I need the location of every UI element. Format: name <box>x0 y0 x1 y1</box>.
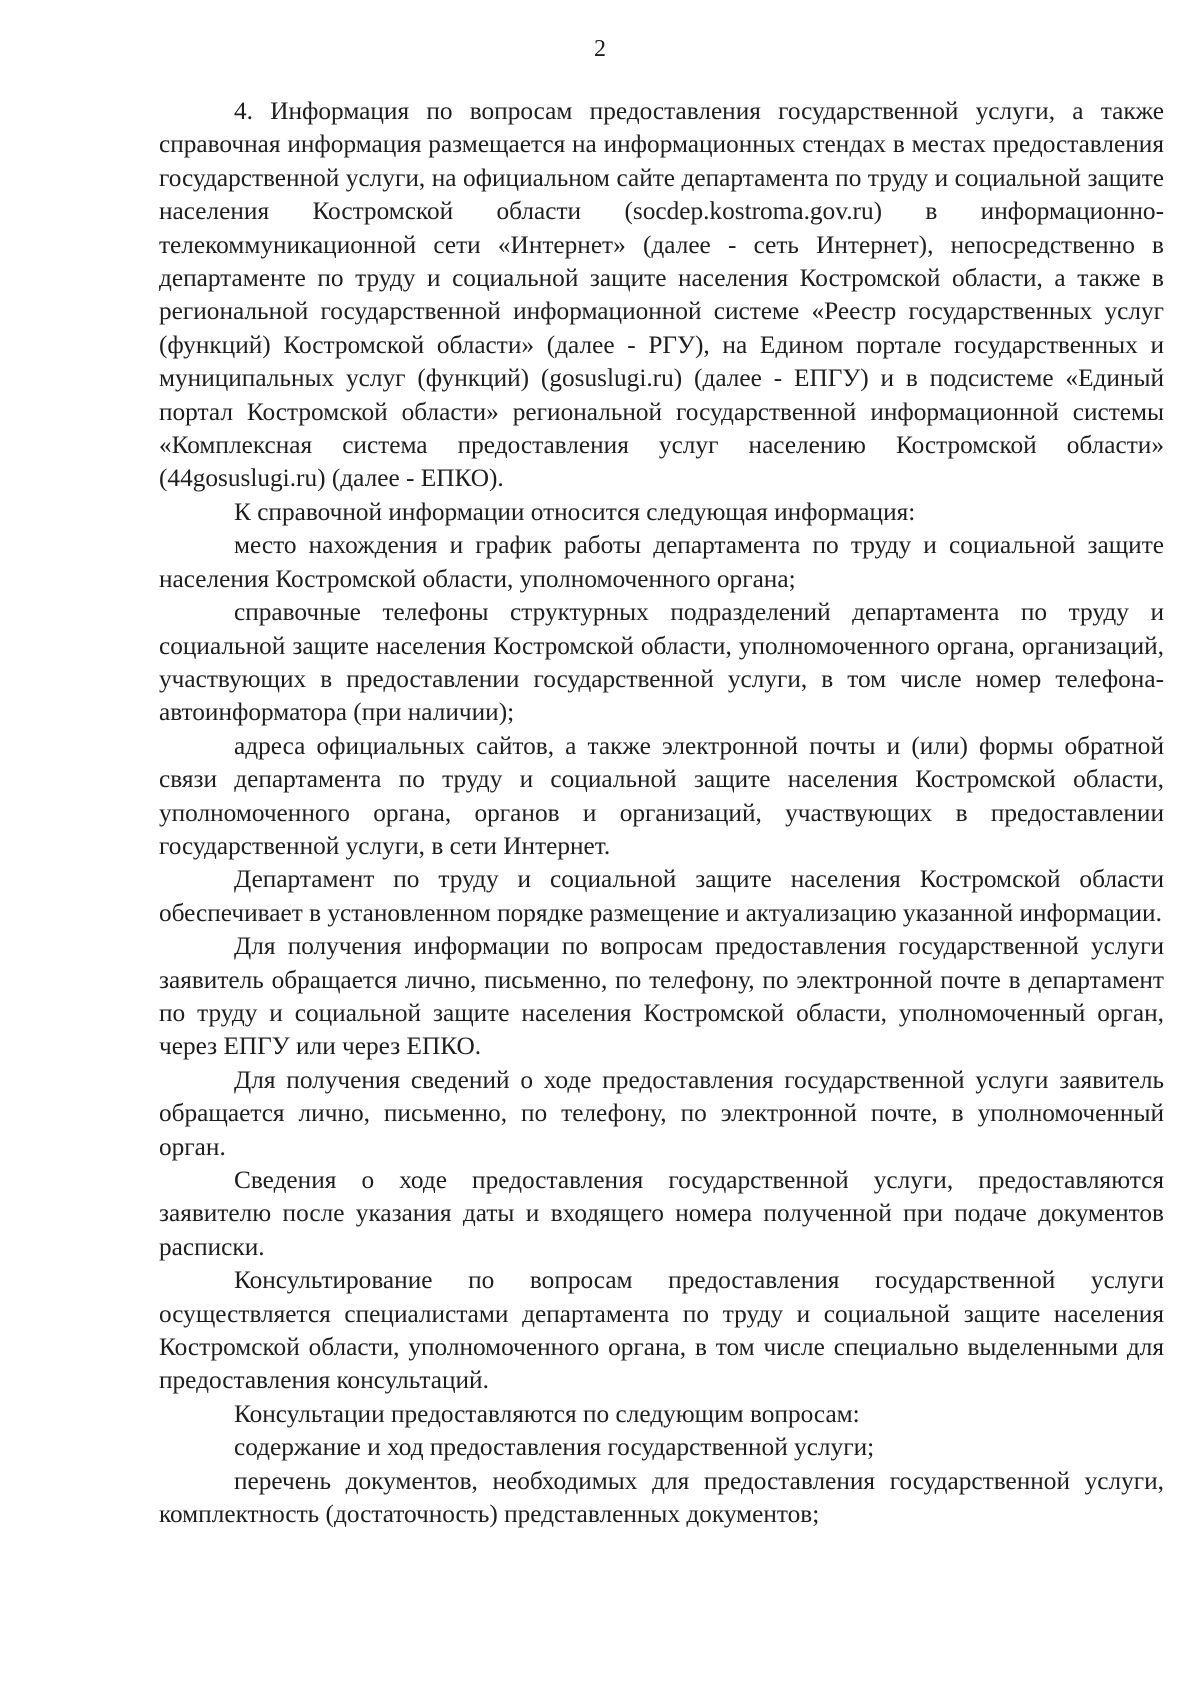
paragraph-consultation-topics-intro: Консультации предоставляются по следующим вопросам: <box>234 1399 860 1428</box>
document-body <box>159 95 1164 1531</box>
paragraph-consulting-specialists: Консультирование по вопросам предоставления государственной услуги осуществляется специалистами департамента по труду и социальной защите населения Костромской области, уполномоченного органа, в том числе специально выделенными для предоставления консультаций. <box>159 1266 1164 1395</box>
list-item-reference-phones: справочные телефоны структурных подразделений департамента по труду и социальной защите населения Костромской области, уполномоченного органа, организаций, участвующих в предоставлении государственной услуги, в том числе номер телефона-автоинформатора (при наличии); <box>159 598 1164 727</box>
paragraph-reference-info-intro: К справочной информации относится следующая информация: <box>234 497 916 526</box>
list-item-location-schedule: место нахождения и график работы департамента по труду и социальной защите населения Костромской области, уполномоченного органа; <box>159 531 1164 593</box>
paragraph-progress-info-provided: Сведения о ходе предоставления государственной услуги, предоставляются заявителю после указания даты и входящего номера полученной при подаче документов расписки. <box>159 1166 1164 1261</box>
list-item-service-content-progress: содержание и ход предоставления государственной услуги; <box>234 1433 875 1462</box>
paragraph-progress-info-request: Для получения сведений о ходе предоставления государственной услуги заявитель обращается лично, письменно, по телефону, по электронной почте, в уполномоченный орган. <box>159 1065 1164 1161</box>
page-number: 2 <box>594 36 606 62</box>
paragraph-how-to-get-info: Для получения информации по вопросам предоставления государственной услуги заявитель обращается лично, письменно, по телефону, по электронной почте в департамент по труду и социальной защите населения Костромской области, уполномоченный орган, через ЕПГУ или через ЕПКО. <box>159 932 1164 1061</box>
list-item-required-documents: перечень документов, необходимых для предоставления государственной услуги, комплектность (достаточность) представленных документов; <box>159 1466 1164 1529</box>
list-item-website-email-addresses: адреса официальных сайтов, а также электронной почты и (или) формы обратной связи департамента по труду и социальной защите населения Костромской области, уполномоченного органа, органов и организаций, участвующих в предоставлении государственной услуги, в сети Интернет. <box>159 731 1164 860</box>
paragraph-department-updates-info: Департамент по труду и социальной защите населения Костромской области обеспечивает в установленном порядке размещение и актуализацию указанной информации. <box>159 865 1164 927</box>
paragraph-section-4-info-placement: 4. Информация по вопросам предоставления государственной услуги, а также справочная информация размещается на информационных стендах в местах предоставления государственной услуги, на официальном сайте департамента по труду и социальной защите населения Костромской области (socdep.kostroma.gov.ru) в информационно-телекоммуникационной сети «Интернет» (далее - сеть Интернет), непосредственно в департаменте по труду и социальной защите населения Костромской области, а также в региональной государственной информационной системе «Реестр государственных услуг (функций) Костромской области» (далее - РГУ), на Едином портале государственных и муниципальных услуг (функций) (gosuslugi.ru) (далее - ЕПГУ) и в подсистеме «Единый портал Костромской области» региональной государственной информационной системы «Комплексная система предоставления услуг населению Костромской области» (44gosuslugi.ru) (далее - ЕПКО). <box>159 97 1164 493</box>
